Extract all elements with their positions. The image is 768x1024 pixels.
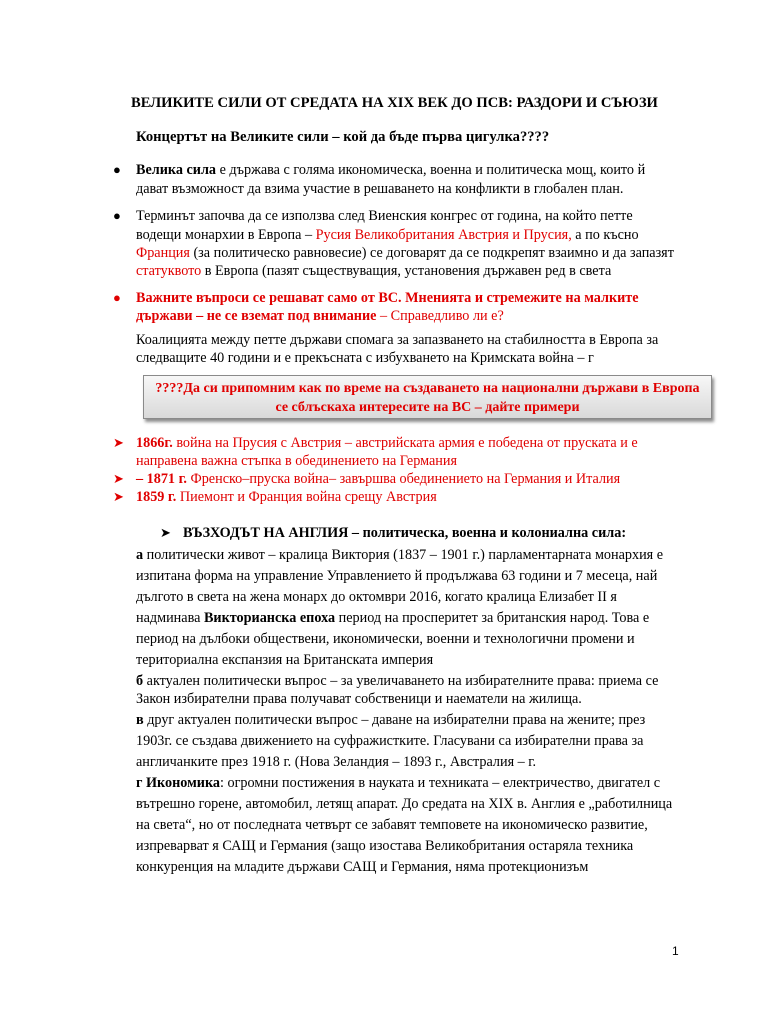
england-b-line2: Закон избирателни права получават собственици и наематели на жилища. — [136, 691, 582, 707]
paragraph-great-power-line2: дават възможност да взима участие в решаването на конфликти в глобален план. — [136, 181, 624, 197]
paragraph-term-line3: Франция (за политическо равновесие) се договарят да се подкрепят взаимно и да запазят — [136, 245, 674, 261]
section-subtitle: Концертът на Великите сили – кой да бъде първа цигулка???? — [136, 129, 550, 145]
arrow-bullet-icon: ➤ — [160, 525, 171, 540]
paragraph-term-line4: статуквото в Европа (пазят съществуващия, установения държавен ред в света — [136, 263, 612, 279]
england-d-line1: г Икономика: огромни постижения в науката и техниката – електричество, двигател с — [136, 775, 661, 791]
england-a-line1: а политически живот – кралица Виктория (1837 – 1901 г.) парламентарната монархия е — [136, 547, 664, 563]
england-a-line6: териториална експанзия на Британската империя — [136, 652, 434, 668]
england-a-line2: изпитана форма на управление Управлението й продължава 63 години и 7 месеца, най — [136, 568, 658, 584]
paragraph-coalition-line1: Коалицията между петте държави спомага за запазването на стабилността в Европа за — [136, 332, 659, 348]
paragraph-coalition-line2: следващите 40 години и е прекъсната с избухването на Кримската война – г — [136, 350, 594, 366]
england-c-line3: англичанките през 1918 г. (Нова Зеландия – 1893 г., Австралия – г. — [136, 754, 537, 770]
paragraph-questions-line1: Важните въпроси се решават само от ВС. Мненията и стремежите на малките — [136, 290, 639, 306]
england-d-line2: вътрешно горене, автомобил, летящ апарат. До средата на XIX в. Англия е „работилница — [136, 796, 673, 812]
france-term: Франция — [136, 245, 190, 261]
paragraph-term-line2: водещи монархии в Европа – Русия Великобритания Австрия и Прусия, а по късно — [136, 227, 639, 243]
england-c-line2: 1903г. се създава движението на суфражистките. Гласувани са избирателни права за — [136, 733, 644, 749]
england-d-line5: конкуренция на младите държави САЩ и Германия, няма протекционизъм — [136, 859, 589, 875]
england-d-line4: изпреварват я САЩ и Германия (защо изостава Великобритания остаряла техника — [136, 838, 634, 854]
england-d-line3: на света“, но от последната четвърт се забавят темповете на икономическо развитие, — [136, 817, 648, 833]
bullet-icon: ● — [113, 208, 121, 223]
event-1871: – 1871 г. Френско–пруска война– завършва обединението на Германия и Италия — [136, 471, 621, 487]
arrow-bullet-icon: ➤ — [113, 435, 124, 450]
status-quo-term: статуквото — [136, 263, 202, 279]
powers-list: Русия Великобритания Австрия и Прусия, — [315, 227, 572, 243]
arrow-bullet-icon: ➤ — [113, 471, 124, 486]
event-1859: 1859 г. Пиемонт и Франция война срещу Австрия — [136, 489, 437, 505]
bullet-icon: ● — [113, 162, 121, 177]
paragraph-questions-line2: държави – не се вземат под внимание – Справедливо ли е? — [136, 308, 504, 324]
paragraph-great-power-line1: Велика сила е държава с голяма икономическа, военна и политическа мощ, които й — [136, 162, 646, 178]
term-economy: Икономика — [146, 775, 221, 791]
callout-line2: се сблъскаха интересите на ВС – дайте примери — [275, 400, 580, 415]
page-number: 1 — [672, 944, 679, 958]
england-a-line4: надминава Викторианска епоха период на просперитет за британския народ. Това е — [136, 610, 650, 626]
bullet-icon: ● — [113, 290, 121, 305]
england-b-line1: б актуален политически въпрос – за увеличаването на избирателните права: приема се — [136, 673, 659, 689]
paragraph-term-line1: Терминът започва да се използва след Виенския конгрес от година, на който петте — [136, 208, 633, 224]
callout-line1: ????Да си припомним как по време на създаването на национални държави в Европа — [155, 381, 700, 396]
england-c-line1: в друг актуален политически въпрос – даване на избирателни права на жените; през — [136, 712, 646, 728]
england-a-line3: дълготo в света на жена монарх до октомври 2016, когато кралица Елизабет II я — [136, 589, 617, 605]
event-1866-line1: 1866г. война на Прусия с Австрия – австрийската армия е победена от пруската и е — [136, 435, 638, 451]
term-great-power: Велика сила — [136, 162, 217, 178]
event-1866-line2: направена важна стъпка в обединението на Германия — [136, 453, 457, 469]
page-title: ВЕЛИКИТЕ СИЛИ ОТ СРЕДАТА НА XIX ВЕК ДО ПСВ: РАЗДОРИ И СЪЮЗИ — [131, 95, 658, 111]
england-a-line5: период на дълбоки обществени, икономически, военни и технологични промени и — [136, 631, 635, 647]
arrow-bullet-icon: ➤ — [113, 489, 124, 504]
section-heading-england: ВЪЗХОДЪТ НА АНГЛИЯ – политическа, военна и колониална сила: — [183, 525, 627, 541]
term-victorian-era: Викторианска епоха — [203, 610, 336, 626]
callout-box — [143, 375, 712, 419]
